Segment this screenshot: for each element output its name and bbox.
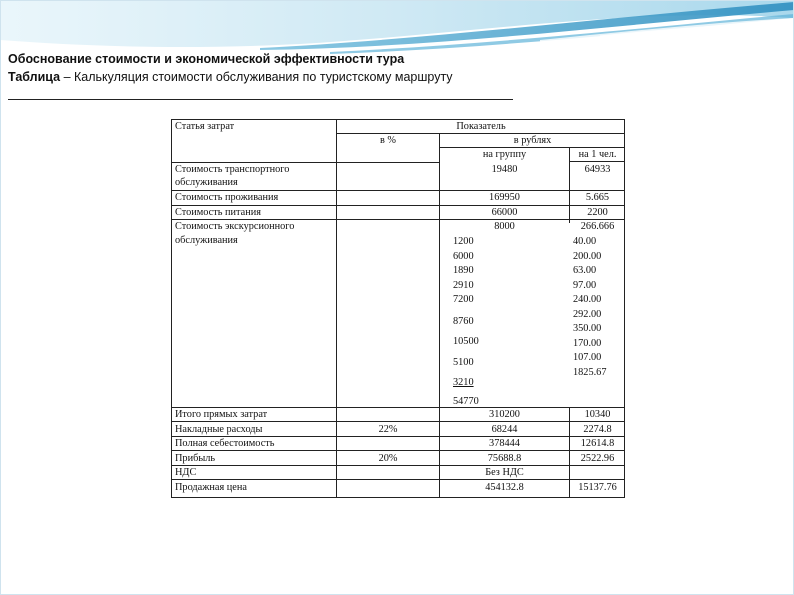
row-group-value: 8000 (494, 221, 515, 232)
row-name: Стоимость экскурсионного (175, 221, 295, 232)
header-indicator: Показатель (456, 121, 506, 132)
excursion-person-value: 200.00 (573, 251, 602, 262)
excursion-group-value: 1890 (453, 265, 474, 276)
row-name: Стоимость транспортного (175, 164, 290, 175)
excursion-person-value: 107.00 (573, 352, 602, 363)
row-group-value: 310200 (489, 409, 520, 420)
row-name: Полная себестоимость (175, 438, 275, 449)
row-group-value: 378444 (489, 438, 520, 449)
row-percent-value: 22% (378, 424, 398, 435)
excursion-person-value: 292.00 (573, 309, 602, 320)
row-group-value: 66000 (491, 207, 518, 218)
excursion-group-value: 8760 (453, 316, 474, 327)
row-group-value: 454132.8 (485, 482, 524, 493)
row-person-value: 5.665 (585, 192, 610, 203)
row-name: Прибыль (175, 453, 216, 464)
excursion-group-total: 54770 (453, 396, 479, 407)
header-cost-item: Статья затрат (175, 121, 235, 132)
row-name: Продажная цена (175, 482, 247, 493)
excursion-person-total: 1825.67 (573, 367, 607, 378)
row-group-value: 68244 (491, 424, 518, 435)
row-person-value: 15137.76 (578, 482, 617, 493)
excursion-group-value: 3210 (453, 377, 474, 388)
row-group-value: Без НДС (485, 467, 524, 478)
excursion-group-value: 6000 (453, 251, 474, 262)
excursion-person-value: 97.00 (573, 280, 597, 291)
excursion-person-value: 350.00 (573, 323, 602, 334)
header-per-group: на группу (482, 149, 527, 160)
header-percent: в % (379, 135, 396, 146)
row-name: обслуживания (175, 177, 238, 188)
row-person-value: 64933 (584, 164, 611, 175)
excursion-group-value: 1200 (453, 236, 474, 247)
header-per-person: на 1 чел. (578, 149, 617, 160)
header-rubles: в рублях (513, 135, 552, 146)
cost-calculation-table (171, 119, 625, 498)
table-caption-text: – Калькуляция стоимости обслуживания по туристскому маршруту (60, 70, 453, 84)
row-percent-value: 20% (378, 453, 398, 464)
row-person-value: 2522.96 (580, 453, 615, 464)
excursion-person-value: 240.00 (573, 294, 602, 305)
row-name: Стоимость проживания (175, 192, 279, 203)
row-name: Стоимость питания (175, 207, 261, 218)
row-group-value: 169950 (489, 192, 520, 203)
row-person-value: 2200 (587, 207, 608, 218)
slide-title: Обоснование стоимости и экономической эффективности тура (8, 52, 405, 66)
excursion-group-value: 2910 (453, 280, 474, 291)
row-name: Накладные расходы (175, 424, 263, 435)
excursion-group-value: 10500 (453, 336, 479, 347)
row-person-value: 2274.8 (583, 424, 612, 435)
row-group-value: 19480 (491, 164, 518, 175)
row-person-value: 10340 (584, 409, 611, 420)
table-caption (8, 70, 453, 84)
excursion-person-value: 170.00 (573, 338, 602, 349)
row-name: НДС (175, 467, 197, 478)
row-group-value: 75688.8 (487, 453, 522, 464)
excursion-group-value: 5100 (453, 357, 474, 368)
excursion-group-value: 7200 (453, 294, 474, 305)
row-name: Итого прямых затрат (175, 409, 268, 420)
table-caption-prefix: Таблица (8, 70, 61, 84)
row-person-value: 266.666 (580, 221, 615, 232)
excursion-person-value: 63.00 (573, 265, 597, 276)
excursion-person-value: 40.00 (573, 236, 597, 247)
caption-underline (8, 99, 513, 100)
row-name: обслуживания (175, 235, 238, 246)
row-person-value: 12614.8 (580, 438, 615, 449)
